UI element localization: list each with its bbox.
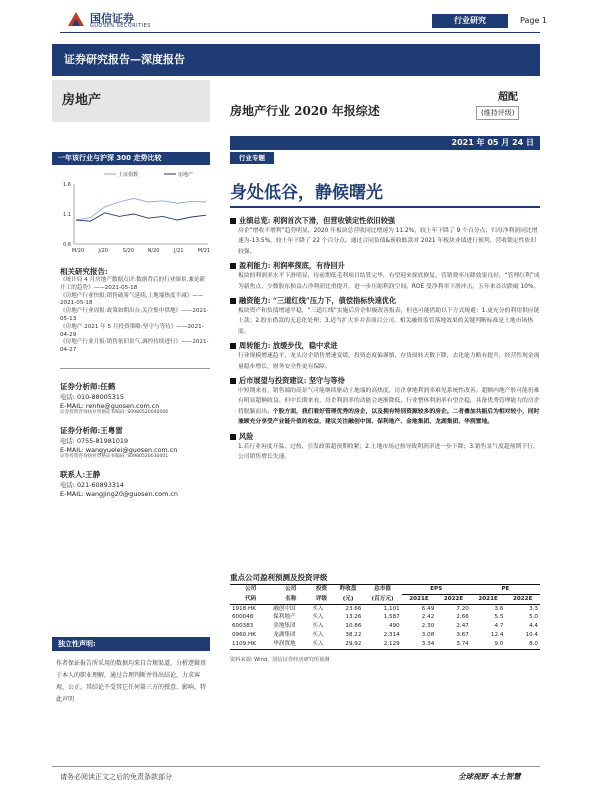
bullet-square-icon bbox=[230, 434, 236, 440]
table-cell: 2.66 bbox=[456, 614, 469, 621]
table-cell: 12.4 bbox=[490, 631, 504, 638]
table-cell: 3.74 bbox=[436, 640, 471, 649]
table-source: 资料来源: Wind、国信证券经济研究所预测 bbox=[230, 657, 330, 663]
table-cell: 10.4 bbox=[525, 631, 538, 638]
trend-chart bbox=[52, 166, 212, 258]
forecast-table bbox=[230, 584, 540, 650]
section-body-emphasis: 个股方面，我们看好管理优秀的房企，以及拥有特别资源较多的房企。二者叠加共振后为相对较小，同时兼顾充分享受产业链升值的收益，建议关注融创中国、保利地产、金地集团、龙湖集团、华润置地。 bbox=[238, 408, 540, 426]
table-cell: 4.4 bbox=[529, 623, 538, 630]
table-cell: 600383 bbox=[232, 623, 254, 630]
col-head: 2021E bbox=[471, 594, 506, 604]
col-head: 2022E bbox=[436, 594, 471, 604]
table-cell: 1,101 bbox=[383, 605, 400, 612]
related-list bbox=[60, 277, 210, 355]
analyst-cert: 证券投资咨询执业资格证书编码: S0980520040006 bbox=[60, 410, 169, 415]
table-cell: 5.5 bbox=[494, 614, 504, 621]
table-cell: 600048 bbox=[232, 614, 254, 621]
col-head: 总市值 bbox=[363, 585, 401, 595]
section-profitability bbox=[230, 261, 540, 292]
section-heading: 业绩总览: 利润首次下滑，但营收锁定性依旧较强 bbox=[239, 216, 396, 225]
section-heading: 融资能力: “三道红线”压力下，债偿指标快速优化 bbox=[239, 296, 397, 306]
x-tick-label: M/20 bbox=[71, 248, 85, 254]
x-tick-label: J/21 bbox=[174, 248, 184, 254]
analyst-name: 王粤雷 bbox=[100, 426, 123, 435]
x-tick-label: J/20 bbox=[98, 248, 108, 254]
table-cell: 保利地产 bbox=[273, 614, 296, 621]
rating: 超配 bbox=[498, 92, 518, 103]
table-cell: 10.86 bbox=[345, 623, 362, 630]
analyst-tel: 电话: 0755-81981019 bbox=[60, 437, 129, 445]
section-body-text: 中短期来看，销售端的高景气可能继续驱动土地端的高热度，房企拿地利润率难见系统性改善。超额内地产股可能仍难有明显超额收益。但中长期来看，房企利润率的动能会逐渐降低，行业整体利润率有望企稳，具备优秀管理能力的房企将脱颖而出。 bbox=[238, 388, 540, 415]
footer-slogan: 全球视野 本土智慧 bbox=[458, 772, 521, 781]
col-head: (百万元) bbox=[363, 594, 401, 604]
independence-text: 作者保证报告所采用的数据均来自合规渠道，分析逻辑基于本人的职业理解，通过合理判断并得出结论，力求客观、公正，其结论不受其它任何第三方的授意、影响，特此声明 bbox=[56, 660, 207, 703]
table-cell: 买入 bbox=[310, 640, 332, 649]
header-tag: 行业研究 bbox=[432, 14, 508, 28]
table-cell: 买入 bbox=[312, 623, 324, 630]
sidebar-divider bbox=[60, 368, 210, 369]
bullet-square-icon bbox=[230, 263, 236, 269]
contact-name: 王静 bbox=[85, 470, 101, 479]
table-cell: 华润置地 bbox=[271, 640, 310, 649]
contact-tel: 电话: 021-60893314 bbox=[60, 481, 124, 489]
header-divider bbox=[60, 32, 540, 33]
bullet-square-icon bbox=[230, 343, 236, 349]
table-row bbox=[230, 604, 540, 613]
col-head: 投资 bbox=[310, 585, 332, 595]
table-cell: 买入 bbox=[312, 631, 324, 638]
bullet-square-icon bbox=[230, 298, 236, 304]
table-cell: 5.0 bbox=[529, 614, 538, 621]
section-performance bbox=[230, 216, 540, 257]
section-body: 1.若行业再度开温、过热，引发政策超预期收紧；2.土地市场过热导致利润率进一步下降；3.销售景气度超预期下行，公司销售增长失速。 bbox=[238, 443, 539, 461]
section-heading: 风险 bbox=[239, 431, 254, 441]
y-tick-label: 0.6 bbox=[63, 242, 71, 248]
table-row bbox=[230, 631, 540, 640]
col-head: (元) bbox=[333, 594, 364, 604]
analyst-role: 证券分析师: bbox=[60, 426, 101, 435]
section-risk bbox=[230, 432, 540, 463]
analyst-cert: 证券投资咨询执业资格证书编码: S0980520030001 bbox=[60, 454, 169, 459]
table-cell: 8.0 bbox=[505, 640, 540, 649]
table-cell: 融创中国 bbox=[273, 605, 296, 612]
analyst-email[interactable]: E-MAIL: wangyuelei@guosen.com.cn bbox=[60, 445, 178, 454]
sector-label: 房地产 bbox=[52, 80, 210, 122]
logo-icon bbox=[66, 10, 86, 30]
table-cell: 2,314 bbox=[383, 631, 400, 638]
y-tick-label: 1.1 bbox=[63, 212, 71, 218]
analyst-1 bbox=[60, 374, 212, 416]
col-head: 公司 bbox=[271, 585, 310, 595]
logo-text: 国信证券 bbox=[90, 12, 134, 25]
section-turnover bbox=[230, 341, 540, 372]
independence-title: 独立性声明: bbox=[52, 637, 210, 651]
contact-email[interactable]: E-MAIL: wangjing20@guosen.com.cn bbox=[60, 489, 178, 498]
col-head: EPS bbox=[402, 585, 471, 595]
table-cell: 金地集团 bbox=[273, 623, 296, 630]
table-cell: 0960.HK bbox=[232, 631, 256, 638]
table-cell: 9.0 bbox=[471, 640, 506, 649]
bullet-square-icon bbox=[230, 218, 236, 224]
logo-en-text: GUOSEN SECURITIES bbox=[90, 23, 151, 29]
col-head: PE bbox=[471, 585, 540, 595]
x-tick-label: N/20 bbox=[147, 248, 160, 254]
section-heading: 后市展望与投资建议: 坚守与等待 bbox=[239, 376, 345, 386]
table-cell: 龙湖集团 bbox=[273, 631, 296, 638]
table-cell: 1,587 bbox=[383, 614, 400, 621]
section-heading: 盈利能力: 利润率探底，有待回升 bbox=[239, 261, 345, 271]
table-row bbox=[230, 640, 540, 649]
table-cell: 买入 bbox=[312, 605, 324, 612]
table-cell: 29.92 bbox=[333, 640, 364, 649]
table-cell: 7.20 bbox=[456, 605, 469, 612]
analyst-block bbox=[60, 374, 212, 498]
table-row bbox=[230, 622, 540, 631]
table-cell: 4.7 bbox=[494, 623, 504, 630]
col-head: 2021E bbox=[402, 594, 437, 604]
table-title: 重点公司盈利预测及投资评级 bbox=[230, 573, 328, 582]
table-cell: 3.34 bbox=[402, 640, 437, 649]
section-outlook bbox=[230, 376, 540, 428]
table-cell: 2.30 bbox=[421, 623, 435, 630]
bullet-square-icon bbox=[230, 378, 236, 384]
table-cell: 买入 bbox=[312, 614, 324, 621]
table-cell: 3.08 bbox=[421, 631, 435, 638]
topic-tag: 行业专题 bbox=[230, 152, 274, 164]
analyst-email[interactable]: E-MAIL: renhe@guosen.com.cn bbox=[60, 401, 160, 410]
y-tick-label: 1.6 bbox=[63, 182, 71, 188]
footer-divider bbox=[52, 766, 540, 767]
table-cell: 2.42 bbox=[421, 614, 435, 621]
section-body bbox=[230, 386, 540, 428]
col-head: 公司 bbox=[230, 585, 271, 595]
table-cell: 13.26 bbox=[345, 614, 362, 621]
related-item[interactable]: 《房地产行业快报:销售破雾气延续,土地端热度不减》——2021-05-18 bbox=[60, 292, 204, 307]
table-cell: 3.3 bbox=[529, 605, 538, 612]
table-row bbox=[230, 613, 540, 622]
rating-sub: (维持评级) bbox=[476, 106, 519, 120]
chart-title: 一年该行业与沪深 300 走势比较 bbox=[52, 152, 210, 165]
page-number: Page 1 bbox=[520, 16, 547, 25]
table-cell: 2,129 bbox=[363, 640, 401, 649]
table-cell: 6.49 bbox=[421, 605, 435, 612]
section-body: 房企“增收不增利”趋势明显，2020 年板块总营收同比增速为 11.2%，较上年下降了 9 个百分点；归母净利润同比增速为-13.5%，较上年下降了 22 个百分点。通过合同负债&预收账款对 2021 年板块业绩进行预判，营收锁定性依旧较强。 bbox=[238, 228, 538, 255]
x-tick-label: M/21 bbox=[197, 248, 211, 254]
footer-disclaimer: 请务必阅读正文之后的免责条款部分 bbox=[60, 773, 172, 781]
legend-label-a: 上证指数 bbox=[118, 172, 139, 178]
col-head: 2022E bbox=[505, 594, 540, 604]
table-cell: 2.47 bbox=[456, 623, 469, 630]
related-item[interactable]: 《房地产行业月报:销售依旧景气,调控持续进行》——2021-04-27 bbox=[60, 339, 209, 354]
analyst-2 bbox=[60, 418, 212, 460]
analyst-name: 任鹤 bbox=[100, 382, 116, 391]
table-cell: 38.22 bbox=[345, 631, 362, 638]
analyst-tel: 电话: 010-88005315 bbox=[60, 393, 124, 401]
section-body: 行业规模增速趋平，龙头房企销售增速变缓，投资态度偏谨慎，存货周转天数下降，去化能力略有提升，经营性现金流量稳步增长，财务安全性更有保障。 bbox=[238, 353, 540, 370]
section-body: 板块的利润率水平下滑明显，待前期低毛利项目结算完毕，有望迎来探底修复。营销费率压降效果良好，“管理红利”成为新焦点，少数股东损益占净利润比重提升，进一步压缩利润空间。ROE 受净利率下滑冲击，五年来首次跌破 10%。 bbox=[238, 273, 540, 290]
col-head: 名称 bbox=[271, 594, 310, 604]
table-cell: 1918.HK bbox=[232, 605, 256, 612]
table-cell: 490 bbox=[389, 623, 400, 630]
table-cell: 3.67 bbox=[456, 631, 469, 638]
table-cell: 23.66 bbox=[345, 605, 362, 612]
series-line-1 bbox=[76, 198, 206, 220]
x-tick-label: S/20 bbox=[122, 248, 135, 254]
related-item[interactable]: 《房地产 2021 年 5 月投资策略:坚守与等待》——2021-04-29 bbox=[60, 323, 204, 338]
contact-person bbox=[60, 462, 212, 498]
report-date: 2021 年 05 月 24 日 bbox=[230, 136, 540, 150]
headline: 身处低谷，静候曙光 bbox=[230, 183, 383, 203]
col-head: 昨收盘 bbox=[333, 585, 364, 595]
col-head: 评级 bbox=[310, 594, 332, 604]
table-cell: 1109.HK bbox=[230, 640, 271, 649]
related-item[interactable]: 《统计局 4 月房地产数据点评:数据背后的行业图景,兼论新开工的趋势》——2021-05-18 bbox=[60, 277, 206, 291]
legend-label-b: 房地产 bbox=[178, 172, 194, 178]
section-heading: 周转能力: 放缓步伐，稳中求进 bbox=[239, 341, 338, 351]
headline-divider bbox=[230, 206, 540, 208]
related-title: 相关研究报告: bbox=[60, 267, 108, 276]
table-cell: 3.6 bbox=[494, 605, 504, 612]
section-body: 板块资产和负债增速平稳，“三道红线”实施后房企积极改善报表，但也可能借助以下方式规避：1.更充分的利用供应链上款；2.股东借款的无息化处理；3.适当扩大非并表项目公司。相关融资监管落地效果的关键判断标准是土地市场热度。 bbox=[238, 308, 540, 335]
report-type-banner: 证券研究报告—深度报告 bbox=[52, 44, 540, 76]
related-item[interactable]: 《房地产行业周报:政策如期出台,关注集中供地》——2021-05-13 bbox=[60, 308, 209, 322]
contact-role: 联系人: bbox=[60, 470, 86, 479]
report-title: 房地产行业 2020 年报综述 bbox=[230, 104, 380, 118]
analyst-role: 证券分析师: bbox=[60, 382, 101, 391]
col-head: 代码 bbox=[230, 594, 271, 604]
section-financing bbox=[230, 296, 540, 337]
main-sections bbox=[230, 216, 540, 463]
